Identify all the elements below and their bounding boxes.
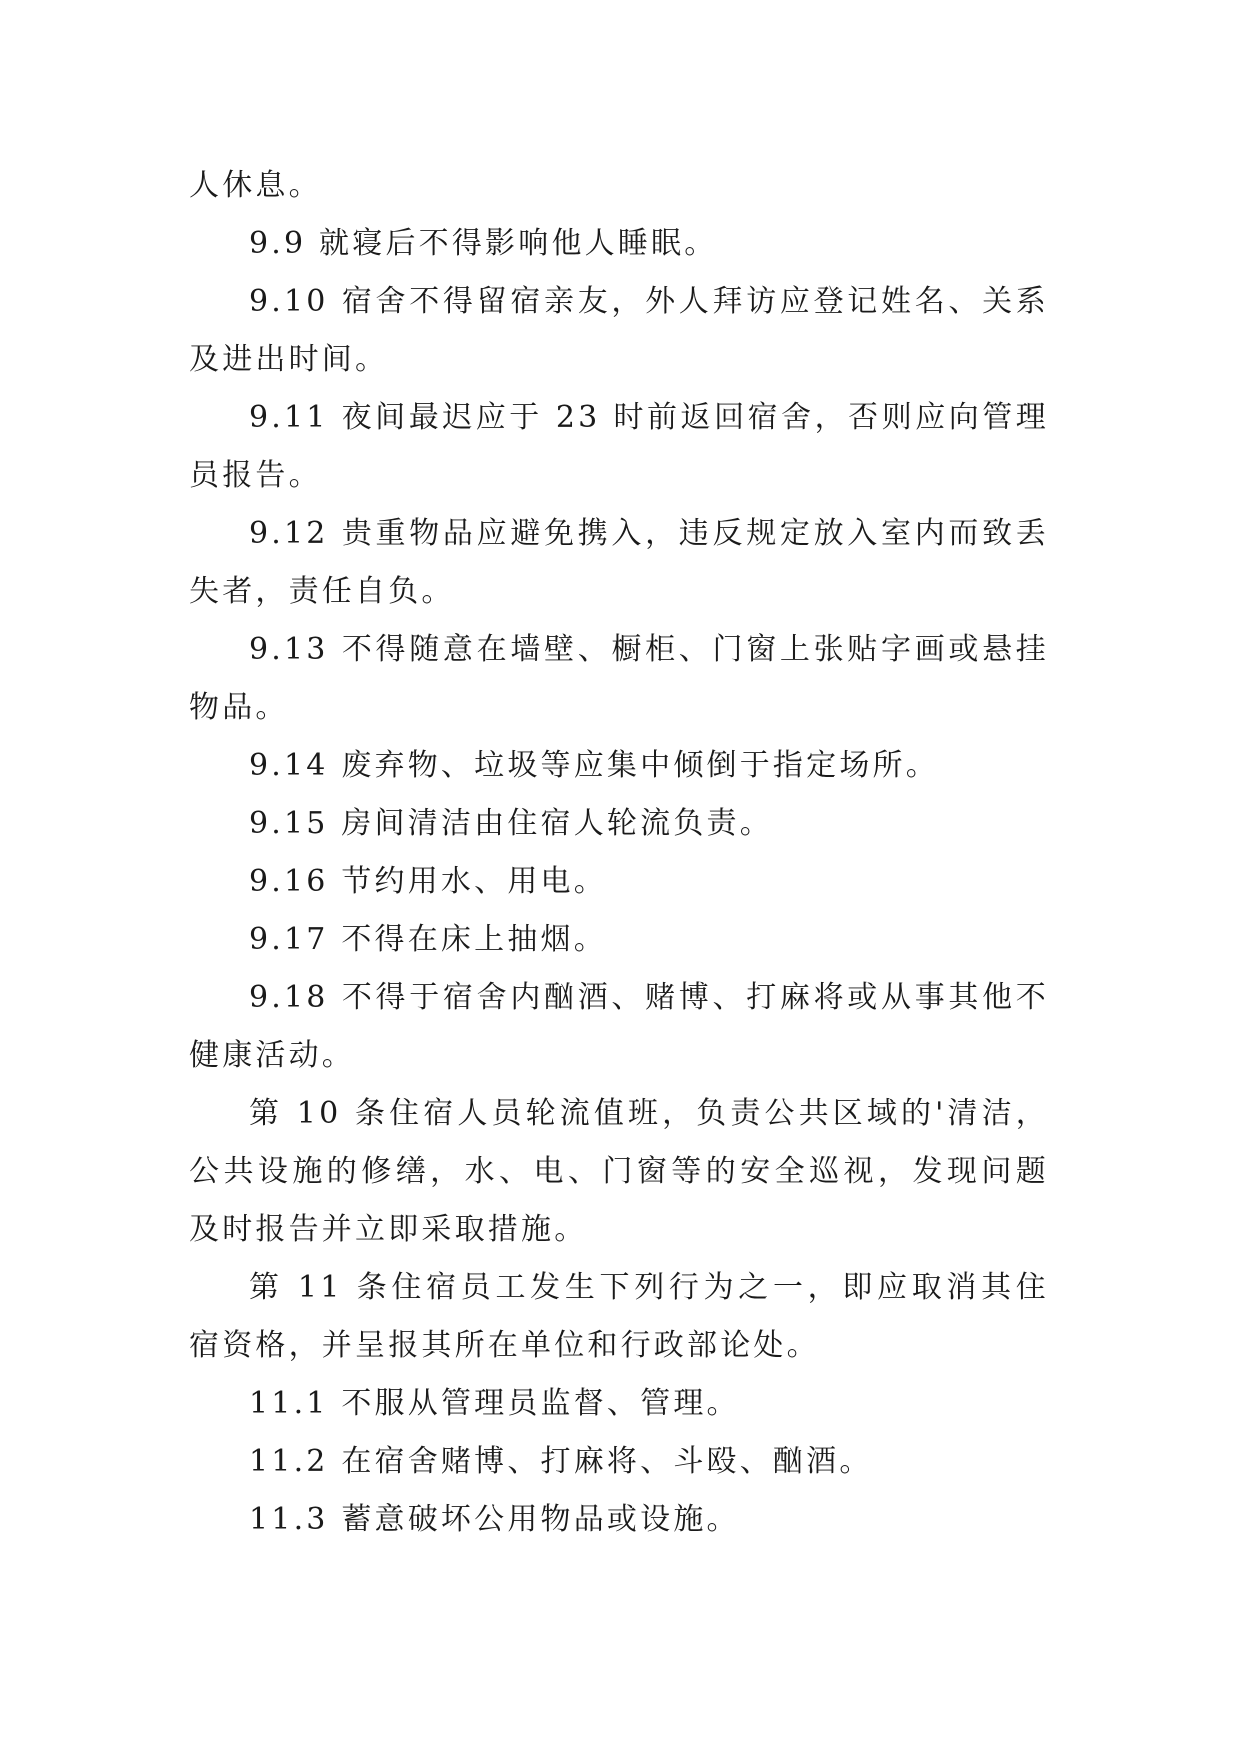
rule-9-9: 9.9 就寝后不得影响他人睡眠。 (249, 226, 718, 261)
rule-9-16: 9.16 节约用水、用电。 (249, 864, 607, 899)
rule-9-13: 9.13 不得随意在墙壁、橱柜、门窗上张贴字画或悬挂物品。 (189, 632, 1049, 725)
rule-9-14: 9.14 废弃物、垃圾等应集中倾倒于指定场所。 (249, 748, 939, 783)
rule-9-12: 9.12 贵重物品应避免携入，违反规定放入室内而致丢失者，责任自负。 (189, 516, 1049, 609)
article-11: 第 11 条住宿员工发生下列行为之一，即应取消其住宿资格，并呈报其所在单位和行政部论处。 (189, 1270, 1049, 1363)
document-body (189, 157, 1049, 1549)
rule-9-15: 9.15 房间清洁由住宿人轮流负责。 (249, 806, 773, 841)
rule-11-3: 11.3 蓄意破坏公用物品或设施。 (249, 1502, 740, 1537)
rule-9-10: 9.10 宿舍不得留宿亲友，外人拜访应登记姓名、关系及进出时间。 (189, 284, 1049, 377)
rule-9-18: 9.18 不得于宿舍内酗酒、赌博、打麻将或从事其他不健康活动。 (189, 980, 1049, 1073)
paragraph-continuation: 人休息。 (189, 168, 322, 203)
rule-11-1: 11.1 不服从管理员监督、管理。 (249, 1386, 740, 1421)
rule-9-17: 9.17 不得在床上抽烟。 (249, 922, 607, 957)
article-10: 第 10 条住宿人员轮流值班，负责公共区域的'清洁，公共设施的修缮，水、电、门窗等的安全巡视，发现问题及时报告并立即采取措施。 (189, 1096, 1049, 1247)
rule-9-11: 9.11 夜间最迟应于 23 时前返回宿舍，否则应向管理员报告。 (189, 400, 1049, 493)
rule-11-2: 11.2 在宿舍赌博、打麻将、斗殴、酗酒。 (249, 1444, 873, 1479)
